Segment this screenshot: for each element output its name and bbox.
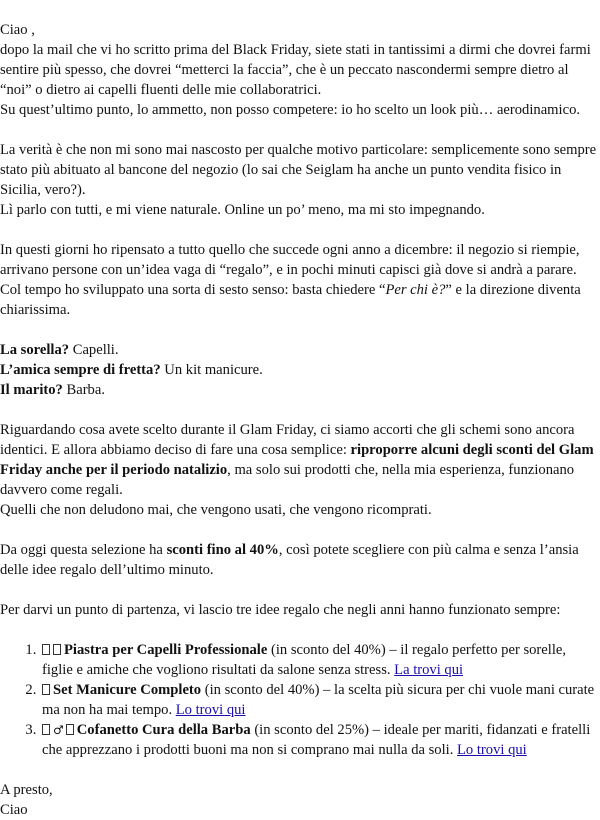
truth-text: La verità è che non mi sono mai nascosto per qualche motivo particolare: semplicemente sono sempre stato più abituato al bancone del negozio (lo sai che Seiglam ha anche un punto vendita fisico in Sicilia, vero?).: [0, 142, 597, 198]
missing-glyph-icon: [42, 644, 50, 655]
gift-ideas-list: [0, 640, 600, 760]
gift-idea-beard-kit: [40, 720, 600, 760]
glam-text-end: , ma solo sui prodotti che, nella mia esperienza, funzionano davvero come regali.: [0, 462, 575, 498]
glam-text-2: Quelli che non deludono mai, che vengono usati, che vengono ricomprati.: [0, 502, 432, 518]
intro-paragraph-2: Su quest’ultimo punto, lo ammetto, non posso competere: io ho scelto un look più… aerodinamico.: [0, 102, 581, 118]
example-question: L’amica sempre di fretta?: [0, 362, 161, 378]
glam-highlight: riproporre alcuni degli sconti del Glam Friday anche per il periodo natalizio: [0, 442, 594, 478]
gift-link[interactable]: La trovi qui: [394, 662, 464, 678]
glam-paragraph: [0, 420, 600, 520]
missing-glyph-icon: [42, 684, 50, 695]
gift-name: Set Manicure Completo: [53, 682, 202, 698]
examples-paragraph: [0, 340, 600, 400]
intro-paragraph: dopo la mail che vi ho scritto prima del Black Friday, siete stati in tantissimi a dirmi che dovrei farmi sentire più spesso, che dovrei “metterci la faccia”, che è un peccato nascondermi sempre dietro al “noi” o dietro ai capelli fluenti delle mie collaboratrici.: [0, 42, 591, 98]
discount-highlight: sconti fino al 40%: [166, 542, 279, 558]
gift-description: (in sconto del 40%) – la scelta più sicura per chi vuole mani curate ma non ha mai tempo.: [42, 682, 595, 718]
closing-text: A presto,: [0, 782, 53, 798]
missing-glyph-icon: [42, 724, 50, 735]
december-paragraph: [0, 240, 600, 320]
per-chi-e-quote: Per chi è?: [385, 282, 446, 298]
example-husband: [0, 380, 600, 400]
ideas-intro: Per darvi un punto di partenza, vi lascio tre idee regalo che negli anni hanno funzionato sempre:: [0, 602, 561, 618]
example-answer: Capelli.: [69, 342, 119, 358]
missing-glyph-icon: [53, 644, 61, 655]
gift-idea-hair-straightener: [40, 640, 600, 680]
greeting-text: Ciao ,: [0, 22, 35, 38]
signoff: [0, 780, 600, 820]
example-sister: [0, 340, 600, 360]
december-text: In questi giorni ho ripensato a tutto quello che succede ogni anno a dicembre: il negozio si riempie, arrivano persone con un’idea vaga di “regalo”, e in pochi minuti capisci già dove si andrà a parare. Col tempo ho sviluppato una sorta di sesto senso: basta chiedere “: [0, 242, 580, 298]
example-friend: [0, 360, 600, 380]
example-answer: Barba.: [62, 382, 105, 398]
example-question: La sorella?: [0, 342, 70, 358]
signature-text: Ciao: [0, 802, 28, 818]
greeting: [0, 20, 600, 120]
male-sign-icon: ♂: [53, 723, 64, 737]
discount-text-end: , così potete scegliere con più calma e senza l’ansia delle idee regalo dell’ultimo minuto.: [0, 542, 579, 578]
december-text-end: ” e la direzione diventa chiarissima.: [0, 282, 581, 318]
glam-text: Riguardando cosa avete scelto durante il Glam Friday, ci siamo accorti che gli schemi sono ancora identici. E allora abbiamo deciso di fare una cosa semplice:: [0, 422, 575, 458]
truth-text-2: Lì parlo con tutti, e mi viene naturale. Online un po’ meno, ma mi sto impegnando.: [0, 202, 485, 218]
gift-description: (in sconto del 40%) – il regalo perfetto per sorelle, figlie e amiche che vogliono risultati da salone senza stress.: [42, 642, 567, 678]
missing-glyph-icon: [66, 724, 74, 735]
example-question: Il marito?: [0, 382, 63, 398]
gift-description: (in sconto del 25%) – ideale per mariti, fidanzati e fratelli che apprezzano i prodotti buoni ma non si comprano mai nulla da soli.: [42, 722, 591, 758]
discount-text: Da oggi questa selezione ha: [0, 542, 167, 558]
gift-idea-manicure-set: [40, 680, 600, 720]
example-answer: Un kit manicure.: [160, 362, 263, 378]
gift-link[interactable]: Lo trovi qui: [175, 702, 246, 718]
gift-name: Cofanetto Cura della Barba: [76, 722, 251, 738]
gift-name: Piastra per Capelli Professionale: [64, 642, 268, 658]
discount-paragraph: [0, 540, 600, 580]
truth-paragraph: [0, 140, 600, 220]
gift-link[interactable]: Lo trovi qui: [457, 742, 527, 758]
